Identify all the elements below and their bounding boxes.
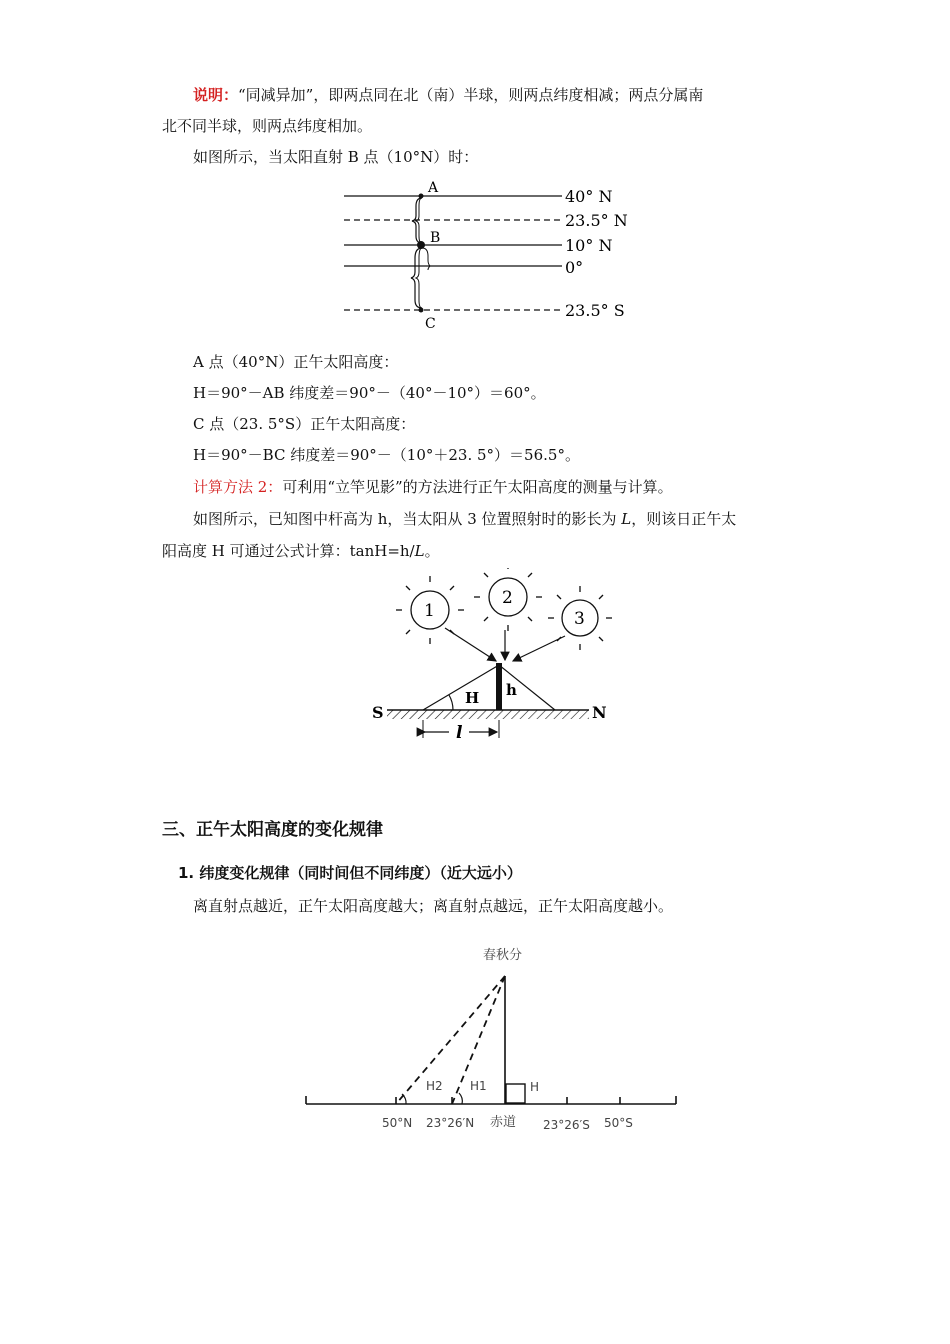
pole-intro-line-2 — [162, 540, 440, 562]
label-point-b: B — [430, 230, 441, 246]
note-label: 说明： — [193, 86, 239, 104]
method2-label: 计算方法 2： — [193, 478, 283, 496]
pole-intro-line-1 — [193, 508, 736, 530]
pole-intro-1a: 如图所示，已知图中杆高为 h，当太阳从 3 位置照射时的影长为 — [193, 510, 622, 528]
shadow-label: l — [456, 723, 463, 743]
label-40n: 40° N — [565, 187, 613, 206]
label-50s: 50°S — [604, 1116, 633, 1130]
pole-shadow-diagram — [365, 568, 625, 748]
section-3-title: 三、正午太阳高度的变化规律 — [162, 820, 383, 840]
label-point-c: C — [425, 316, 436, 332]
section-3-subtitle-1: 1. 纬度变化规律（同时间但不同纬度）（近大远小） — [178, 864, 522, 882]
pole-intro-2b: 。 — [424, 542, 440, 560]
h-label: H — [530, 1080, 540, 1094]
pole-label: h — [506, 681, 517, 699]
angle-label: H — [465, 689, 480, 707]
south-label: S — [372, 703, 384, 722]
latitude-diagram — [340, 176, 640, 336]
calc-c-title: C 点（23. 5°S）正午太阳高度： — [193, 415, 416, 433]
method2-line — [193, 476, 673, 498]
label-2326n: 23°26′N — [426, 1116, 475, 1130]
ground — [387, 710, 589, 719]
north-label: N — [592, 703, 607, 722]
h1-label: H1 — [470, 1079, 487, 1093]
note-line-2: 北不同半球，则两点纬度相加。 — [162, 117, 373, 135]
h2-label: H2 — [426, 1079, 443, 1093]
equinox-diagram — [300, 940, 685, 1140]
sun-2-label: 2 — [502, 588, 513, 608]
right-angle-marker — [506, 1084, 525, 1103]
sun-1-label: 1 — [424, 601, 435, 621]
label-50n: 50°N — [382, 1116, 413, 1130]
note-text-1: “同减异加”，即两点同在北（南）半球，则两点纬度相减；两点分属南 — [238, 86, 704, 104]
pole-intro-1b: ，则该日正午太 — [631, 510, 737, 528]
label-point-a: A — [428, 180, 439, 196]
section-3-text-1: 离直射点越近，正午太阳高度越大；离直射点越远，正午太阳高度越小。 — [193, 897, 674, 915]
label-10n: 10° N — [565, 236, 613, 255]
figure1-intro: 如图所示，当太阳直射 B 点（10°N）时： — [193, 148, 479, 166]
fig3-title: 春秋分 — [483, 948, 523, 963]
calc-c-formula: H＝90°－BC 纬度差＝90°－（10°＋23. 5°）＝56.5°。 — [193, 446, 580, 464]
sun-3-label: 3 — [574, 609, 585, 629]
label-2326s: 23°26′S — [543, 1118, 590, 1132]
label-equator: 赤道 — [490, 1115, 517, 1130]
pole-intro-2a: 阳高度 H 可通过公式计算：tanH=h/ — [162, 542, 415, 560]
note-line-1 — [193, 84, 703, 106]
pole-intro-var-2: L — [414, 542, 425, 560]
label-235s: 23.5° S — [565, 301, 625, 320]
calc-a-formula: H＝90°－AB 纬度差＝90°－（40°－10°）＝60°。 — [193, 384, 546, 402]
pole — [496, 663, 502, 710]
method2-text: 可利用“立竿见影”的方法进行正午太阳高度的测量与计算。 — [282, 478, 673, 496]
pole-intro-var-1: L — [621, 510, 632, 528]
calc-a-title: A 点（40°N）正午太阳高度： — [193, 353, 399, 371]
label-235n: 23.5° N — [565, 211, 628, 230]
label-0: 0° — [565, 258, 584, 277]
